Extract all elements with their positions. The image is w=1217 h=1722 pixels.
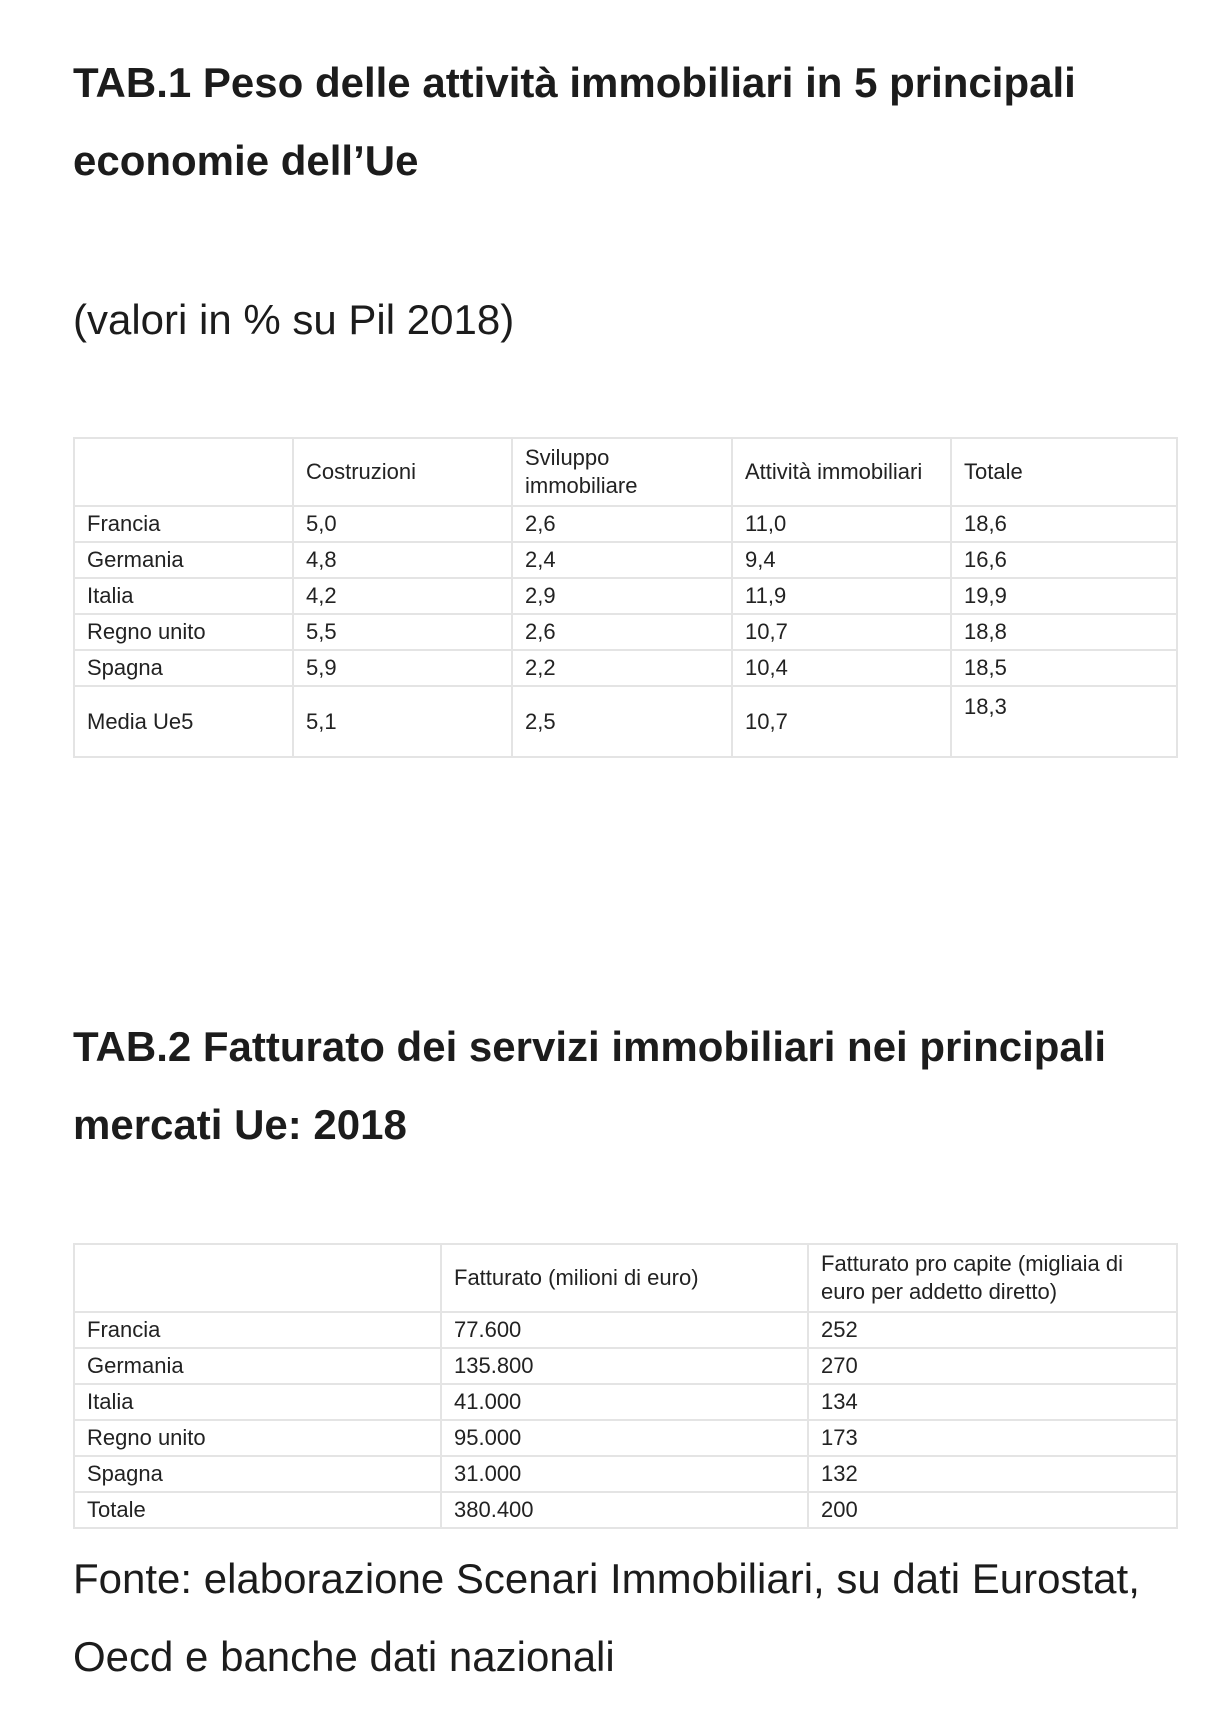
table-cell: 5,0 xyxy=(293,506,512,542)
table-cell: Italia xyxy=(74,1384,441,1420)
table-row xyxy=(74,686,1177,757)
table-cell: 2,4 xyxy=(512,542,732,578)
table-cell: 5,5 xyxy=(293,614,512,650)
table-cell: 135.800 xyxy=(441,1348,808,1384)
table-cell: 134 xyxy=(808,1384,1177,1420)
table-cell: 2,5 xyxy=(512,686,732,757)
table-cell: 2,6 xyxy=(512,614,732,650)
table-cell: 95.000 xyxy=(441,1420,808,1456)
table-cell: Regno unito xyxy=(74,1420,441,1456)
table-cell: 10,7 xyxy=(732,686,951,757)
table-cell: 252 xyxy=(808,1312,1177,1348)
table-row xyxy=(74,1456,1177,1492)
table-cell: Italia xyxy=(74,578,293,614)
table-row xyxy=(74,1420,1177,1456)
table-cell: Spagna xyxy=(74,650,293,686)
table-row xyxy=(74,1348,1177,1384)
tab1-table xyxy=(73,437,1178,758)
header-cell: Totale xyxy=(951,438,1177,506)
table-row xyxy=(74,542,1177,578)
table-cell: Francia xyxy=(74,1312,441,1348)
table-cell: 4,2 xyxy=(293,578,512,614)
header-cell: Attività immobiliari xyxy=(732,438,951,506)
table-cell: Francia xyxy=(74,506,293,542)
table-cell: Spagna xyxy=(74,1456,441,1492)
tab1-title: TAB.1 Peso delle attività immobiliari in 5 principali economie dell’Ue xyxy=(73,59,1076,184)
table-cell: Totale xyxy=(74,1492,441,1528)
header-cell xyxy=(74,1244,441,1312)
table-cell: 5,1 xyxy=(293,686,512,757)
table-cell: 2,6 xyxy=(512,506,732,542)
source-note: Fonte: elaborazione Scenari Immobiliari, su dati Eurostat, Oecd e banche dati nazionali xyxy=(73,1555,1140,1680)
table-cell: 41.000 xyxy=(441,1384,808,1420)
table-cell: 10,4 xyxy=(732,650,951,686)
table-row xyxy=(74,1384,1177,1420)
table-cell: 270 xyxy=(808,1348,1177,1384)
tab1-subtitle: (valori in % su Pil 2018) xyxy=(73,296,515,343)
table-row xyxy=(74,506,1177,542)
table-cell: 380.400 xyxy=(441,1492,808,1528)
table-header-row xyxy=(74,1244,1177,1312)
table-cell: 132 xyxy=(808,1456,1177,1492)
table-cell: 4,8 xyxy=(293,542,512,578)
table-cell: Germania xyxy=(74,542,293,578)
table-cell: 18,6 xyxy=(951,506,1177,542)
table-cell: 77.600 xyxy=(441,1312,808,1348)
table-cell: 2,9 xyxy=(512,578,732,614)
table-row xyxy=(74,1492,1177,1528)
table-cell: Media Ue5 xyxy=(74,686,293,757)
table-cell: 200 xyxy=(808,1492,1177,1528)
table-cell: 11,9 xyxy=(732,578,951,614)
table-cell: 5,9 xyxy=(293,650,512,686)
tab2-title: TAB.2 Fatturato dei servizi immobiliari nei principali mercati Ue: 2018 xyxy=(73,1023,1107,1148)
table-cell: 18,5 xyxy=(951,650,1177,686)
table-cell: 31.000 xyxy=(441,1456,808,1492)
table-cell: Regno unito xyxy=(74,614,293,650)
header-cell: Fatturato pro capite (migliaia di euro per addetto diretto) xyxy=(808,1244,1177,1312)
header-cell xyxy=(74,438,293,506)
table-cell: 18,8 xyxy=(951,614,1177,650)
header-cell: Sviluppo immobiliare xyxy=(512,438,732,506)
table-row xyxy=(74,1312,1177,1348)
table-row xyxy=(74,650,1177,686)
table-header-row xyxy=(74,438,1177,506)
tab2-table xyxy=(73,1243,1178,1529)
table-cell: 10,7 xyxy=(732,614,951,650)
header-cell: Fatturato (milioni di euro) xyxy=(441,1244,808,1312)
table-cell: Germania xyxy=(74,1348,441,1384)
table-cell: 173 xyxy=(808,1420,1177,1456)
table-cell: 9,4 xyxy=(732,542,951,578)
table-row xyxy=(74,578,1177,614)
table-cell: 2,2 xyxy=(512,650,732,686)
table-cell: 11,0 xyxy=(732,506,951,542)
table-cell: 16,6 xyxy=(951,542,1177,578)
table-row xyxy=(74,614,1177,650)
table-cell: 18,3 xyxy=(951,686,1177,757)
header-cell: Costruzioni xyxy=(293,438,512,506)
table-cell: 19,9 xyxy=(951,578,1177,614)
